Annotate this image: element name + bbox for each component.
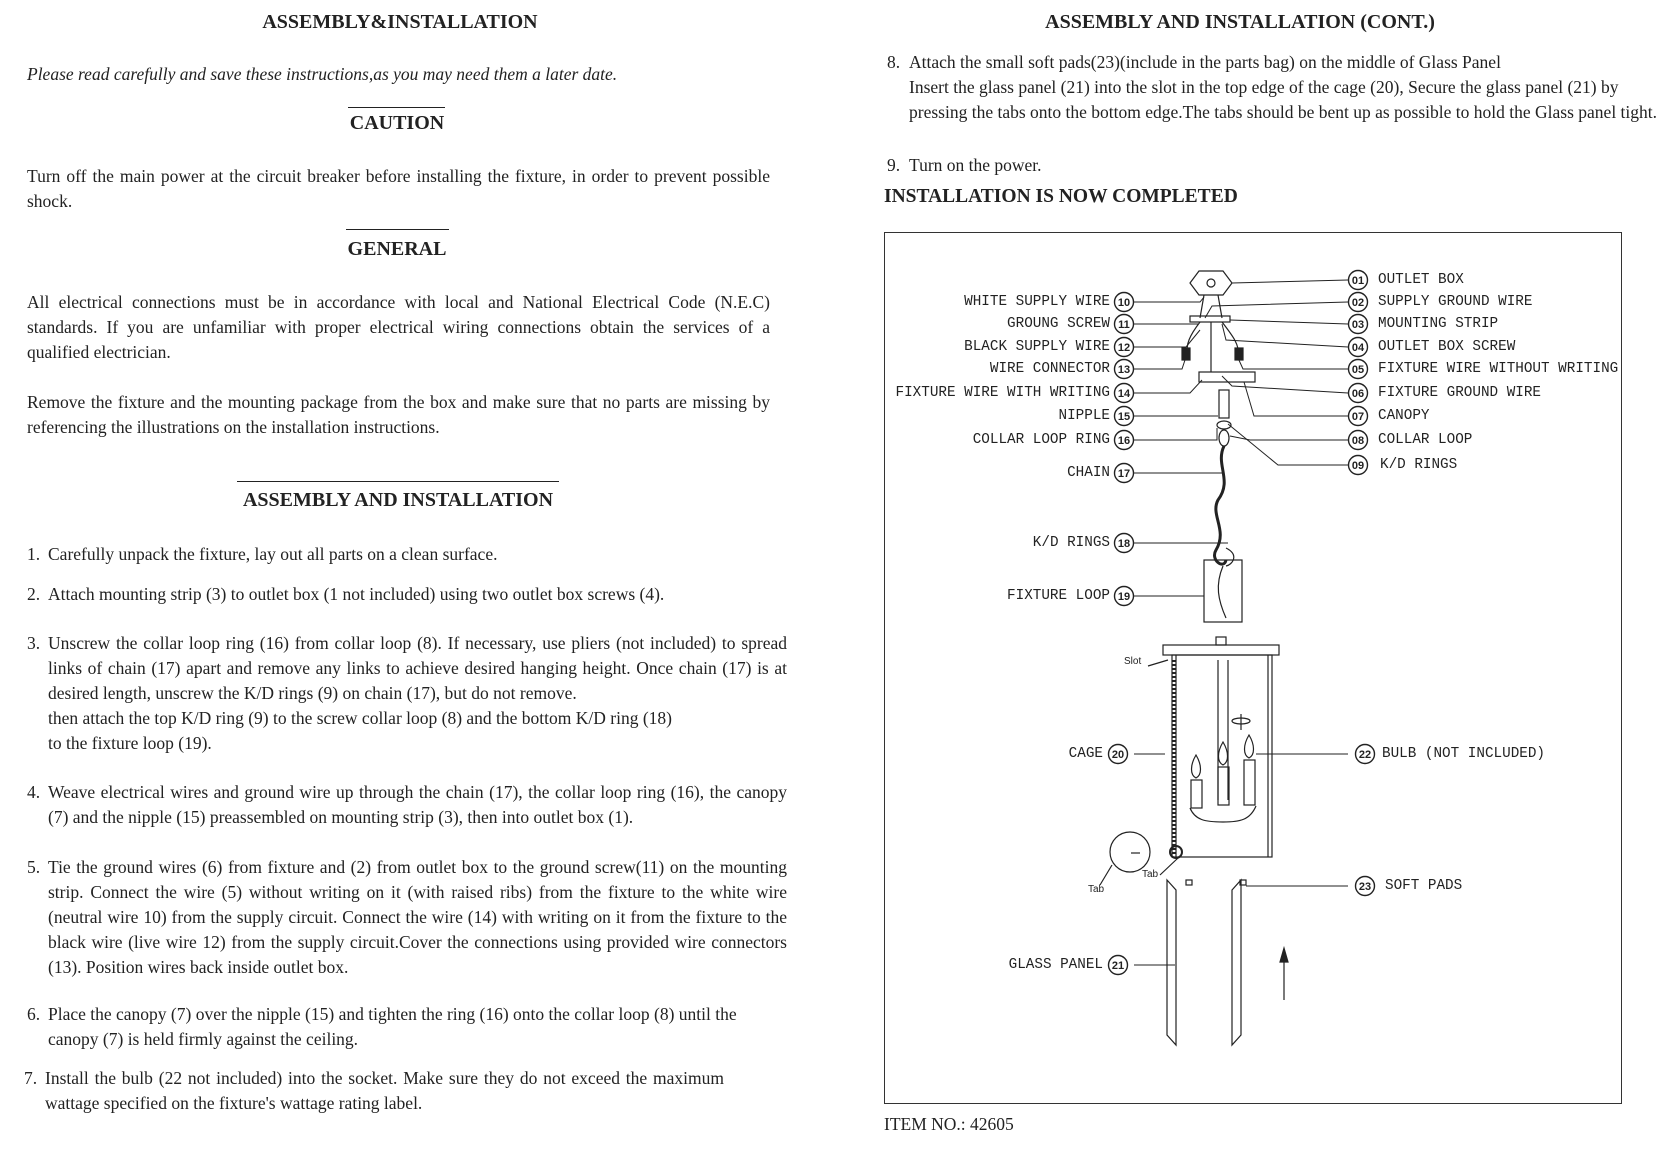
step-number: 5. — [27, 857, 41, 877]
label-collar-loop: COLLAR LOOP — [1378, 432, 1473, 448]
badge-number: 13 — [1117, 364, 1131, 376]
label-fixture-wire-without-writing: FIXTURE WIRE WITHOUT WRITING — [1378, 361, 1619, 377]
label-fixture-loop: FIXTURE LOOP — [1007, 588, 1110, 604]
step-number: 8. — [887, 52, 901, 72]
label-black-supply-wire: BLACK SUPPLY WIRE — [964, 339, 1110, 355]
badge-number: 09 — [1351, 460, 1365, 472]
step-number: 3. — [27, 633, 41, 653]
caution-title: CAUTION — [349, 112, 445, 134]
step-number: 1. — [27, 544, 41, 564]
label-tab-left: Tab — [1088, 884, 1105, 895]
step-text: Attach mounting strip (3) to outlet box (1 not included) using two outlet box screws (4). — [48, 584, 665, 604]
badge-number: 06 — [1351, 388, 1365, 400]
label-supply-ground-wire: SUPPLY GROUND WIRE — [1378, 294, 1533, 310]
label-bulb: BULB (NOT INCLUDED) — [1382, 746, 1546, 762]
completed-heading: INSTALLATION IS NOW COMPLETED — [884, 186, 1238, 207]
badge-number: 03 — [1351, 319, 1365, 331]
label-outlet-box-screw: OUTLET BOX SCREW — [1378, 339, 1516, 355]
badge-number: 04 — [1351, 342, 1365, 354]
general-title: GENERAL — [347, 238, 447, 260]
wire-connector-icon — [1235, 348, 1243, 360]
step-text-continued: to the fixture loop (19). — [48, 733, 212, 753]
general-paragraph-1: All electrical connections must be in accordance with local and National Electrical Code (N.E.C) standards. If you are unfamiliar with proper electrical wiring connections obtain the services of a qualified electrician. — [27, 292, 770, 362]
chain-icon — [1215, 446, 1226, 564]
badge-number: 08 — [1351, 435, 1365, 447]
caution-text: Turn off the main power at the circuit breaker before installing the fixture, in order to prevent possible shock. — [27, 166, 770, 211]
right-heading: ASSEMBLY AND INSTALLATION (CONT.) — [1045, 11, 1435, 33]
bulb-icon — [1245, 735, 1254, 758]
badge-number: 05 — [1351, 364, 1365, 376]
step-text: Attach the small soft pads(23)(include in the parts bag) on the middle of Glass Panel — [909, 52, 1501, 72]
step-text: Weave electrical wires and ground wire up through the chain (17), the collar loop ring (16), the canopy (7) and the nipple (15) preassembled on mounting strip (3), then into outlet box (1). — [48, 782, 787, 827]
step-text: Turn on the power. — [909, 155, 1042, 175]
badge-number: 21 — [1111, 960, 1125, 972]
step-text: Unscrew the collar loop ring (16) from collar loop (8). If necessary, use pliers (not included) to spread links of chain (17) apart and remove any links to achieve desired hanging height. Once chain (17) is at desired length, unscrew the K/D rings (9) on chain (17), but do not remove. — [48, 633, 787, 703]
badge-number: 19 — [1117, 591, 1131, 603]
label-outlet-box: OUTLET BOX — [1378, 272, 1464, 288]
badge-number: 01 — [1351, 275, 1365, 287]
bulb-icon — [1219, 742, 1228, 765]
step-text-continued: Insert the glass panel (21) into the slot in the top edge of the cage (20), Secure the glass panel (21) by pressing the tabs onto the bottom edge.The tabs should be bent up as possible to hold the Glass panel tight. — [909, 77, 1658, 122]
step-text: Tie the ground wires (6) from fixture and (2) from outlet box to the ground screw(11) on the mounting strip. Connect the wire (5) without writing on it (with raised ribs) from the fixture to the white wire (neutral wire 10) from the supply circuit. Connect the wire (14) with writing on it from the fixture to the black wire (live wire 12) from the supply circuit.Cover the connections using provided wire connectors (13). Position wires back inside outlet box. — [48, 857, 787, 977]
step-text: Carefully unpack the fixture, lay out all parts on a clean surface. — [48, 544, 498, 564]
step-number: 4. — [27, 782, 41, 802]
label-chain: CHAIN — [1067, 465, 1110, 481]
label-white-supply-wire: WHITE SUPPLY WIRE — [964, 294, 1110, 310]
glass-panel-icon — [1232, 880, 1241, 1045]
fixture-loop-icon — [1204, 560, 1242, 622]
nipple-icon — [1219, 390, 1229, 418]
badge-number: 10 — [1117, 297, 1131, 309]
cage-top-icon — [1163, 645, 1279, 655]
label-glass-panel: GLASS PANEL — [1008, 957, 1103, 973]
step-number: 6. — [27, 1004, 41, 1024]
label-ground-screw: GROUNG SCREW — [1007, 316, 1110, 332]
badge-number: 18 — [1117, 538, 1131, 550]
label-wire-connector: WIRE CONNECTOR — [989, 361, 1110, 377]
label-mounting-strip: MOUNTING STRIP — [1378, 316, 1499, 332]
mounting-strip-icon — [1190, 316, 1230, 322]
wire-connector-icon — [1182, 348, 1190, 360]
badge-number: 16 — [1117, 435, 1131, 447]
label-kd-rings-top: K/D RINGS — [1380, 457, 1458, 473]
step-number: 7. — [24, 1068, 38, 1088]
cage-icon — [1172, 655, 1272, 857]
general-paragraph-2: Remove the fixture and the mounting package from the box and make sure that no parts are missing by referencing the illustrations on the installation instructions. — [27, 392, 770, 437]
step-number: 9. — [887, 155, 901, 175]
step-text: Install the bulb (22 not included) into the socket. Make sure they do not exceed the maximum wattage specified on the fixture's wattage rating label. — [45, 1068, 724, 1113]
badge-number: 22 — [1358, 749, 1372, 761]
badge-number: 02 — [1351, 297, 1365, 309]
label-collar-loop-ring: COLLAR LOOP RING — [972, 432, 1110, 448]
badge-number: 12 — [1117, 342, 1131, 354]
label-fixture-wire-with-writing: FIXTURE WIRE WITH WRITING — [895, 385, 1110, 401]
collar-loop-icon — [1219, 430, 1229, 446]
label-kd-rings-bottom: K/D RINGS — [1032, 535, 1110, 551]
tab-detail-icon — [1110, 832, 1150, 872]
label-slot: Slot — [1124, 656, 1142, 667]
bulb-icon — [1192, 755, 1201, 778]
badge-number: 14 — [1117, 388, 1131, 400]
item-number: ITEM NO.: 42605 — [884, 1114, 1014, 1134]
badge-number: 17 — [1117, 468, 1131, 480]
main-heading: ASSEMBLY&INSTALLATION — [262, 11, 538, 33]
badge-number: 15 — [1117, 411, 1131, 423]
label-cage: CAGE — [1068, 746, 1103, 762]
label-fixture-ground-wire: FIXTURE GROUND WIRE — [1378, 385, 1542, 401]
badge-number: 11 — [1118, 319, 1130, 331]
intro-text: Please read carefully and save these instructions,as you may need them a later date. — [27, 64, 618, 84]
label-tab-right: Tab — [1142, 869, 1159, 880]
label-soft-pads: SOFT PADS — [1385, 878, 1463, 894]
label-canopy: CANOPY — [1378, 408, 1430, 424]
assembly-title: ASSEMBLY AND INSTALLATION — [242, 489, 554, 511]
label-nipple: NIPPLE — [1058, 408, 1110, 424]
outlet-box-icon — [1190, 271, 1232, 295]
step-text-continued: then attach the top K/D ring (9) to the screw collar loop (8) and the bottom K/D ring (18) — [48, 708, 673, 728]
glass-panel-icon — [1167, 880, 1176, 1045]
badge-number: 20 — [1111, 749, 1125, 761]
badge-number: 23 — [1358, 881, 1372, 893]
badge-number: 07 — [1351, 411, 1365, 423]
step-number: 2. — [27, 584, 41, 604]
step-text: Place the canopy (7) over the nipple (15) and tighten the ring (16) onto the collar loop (8) until the canopy (7) is held firmly against the ceiling. — [48, 1004, 737, 1049]
